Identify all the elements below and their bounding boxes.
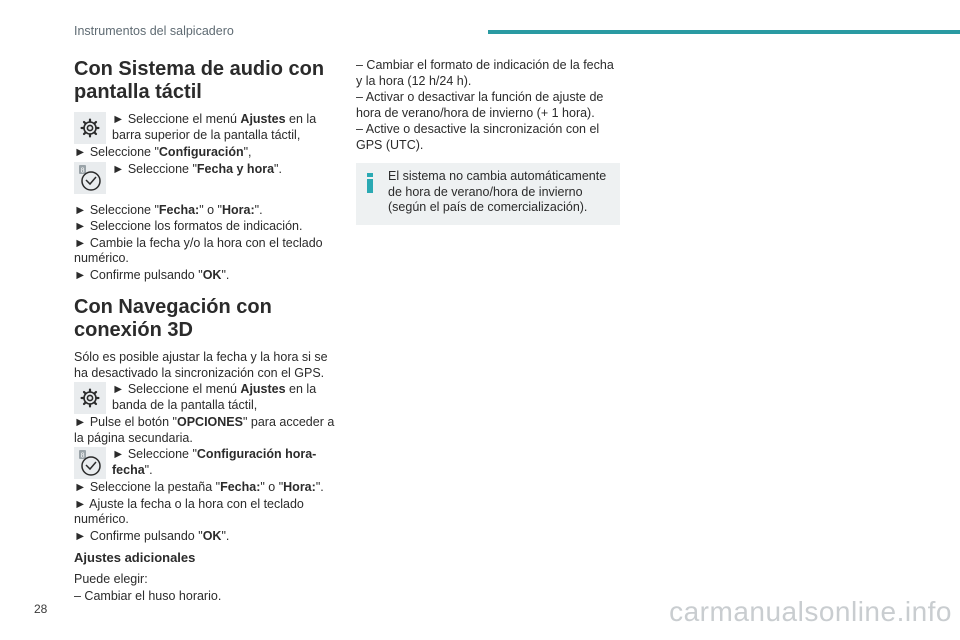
step-text: ".: [144, 462, 153, 477]
left-column: [74, 58, 338, 605]
step-text: ".: [315, 480, 324, 494]
section-heading-audio: Con Sistema de audio con pantalla táctil: [74, 58, 325, 103]
step-bold: Ajustes: [240, 382, 286, 396]
step-text: ► Seleccione ": [112, 447, 197, 461]
step-text: ".: [274, 161, 282, 176]
step-item: [74, 447, 338, 479]
list-item: – Cambiar el formato de indicación de la fecha y la hora (12 h/24 h).: [356, 58, 614, 88]
section-intro: Sólo es posible ajustar la fecha y la hora si se ha desactivado la sincronización con el GPS.: [74, 350, 328, 380]
step-item: [74, 112, 338, 144]
step-text: " o ": [260, 480, 284, 494]
step-item: [74, 145, 338, 161]
step-bold: Configuración hora-fecha: [112, 447, 317, 477]
subsection-intro: Puede elegir:: [74, 572, 148, 586]
watermark: carmanualsonline.info: [669, 596, 952, 627]
right-column: [356, 58, 620, 225]
step-bold: OPCIONES: [176, 415, 243, 429]
clock-icon: [74, 447, 106, 479]
step-item: [74, 382, 338, 414]
step-text: ► Seleccione ": [74, 145, 159, 159]
step-item: [74, 480, 338, 496]
step-text: ".: [221, 528, 230, 543]
step-bold: Ajustes: [240, 112, 286, 126]
step-item: [74, 203, 338, 219]
step-bold: OK: [202, 267, 222, 282]
step-text: " o ": [199, 202, 222, 217]
step-bold: Fecha y hora: [196, 161, 275, 176]
step-bold: Fecha:: [220, 480, 261, 494]
step-item: [74, 415, 338, 446]
settings-gear-icon: [74, 112, 106, 144]
step-text: ► Confirme pulsando ": [74, 528, 203, 543]
step-item: [74, 529, 338, 545]
info-text: El sistema no cambia automáticamente de hora de verano/hora de invierno (según el país de comercialización).: [388, 169, 607, 214]
list-item: – Activar o desactivar la función de ajuste de hora de verano/hora de invierno (+ 1 hora).: [356, 90, 604, 120]
list-item: – Active o desactive la sincronización con el GPS (UTC).: [356, 122, 600, 152]
step-item: [74, 268, 338, 284]
step-text: ► Seleccione el menú: [112, 112, 241, 126]
header-accent-bar: [488, 30, 960, 34]
step-bold: Hora:: [221, 202, 255, 217]
step-bold: OK: [202, 528, 222, 543]
svg-text:8: 8: [80, 167, 85, 175]
step-text: en la barra superior de la pantalla táctil,: [112, 112, 317, 142]
step-text: ► Seleccione ": [74, 202, 159, 217]
subsection-heading: Ajustes adicionales: [74, 550, 196, 565]
svg-text:8: 8: [80, 452, 85, 460]
info-icon: [366, 173, 374, 193]
step-text: ".: [221, 267, 230, 282]
step-bold: Configuración: [158, 145, 244, 159]
list-item: – Cambiar el huso horario.: [74, 588, 222, 603]
step-item: ► Seleccione los formatos de indicación.: [74, 219, 303, 233]
page-number: 28: [34, 602, 48, 616]
section-heading-navigation: Con Navegación con conexión 3D: [74, 296, 272, 341]
step-text: ► Seleccione la pestaña ": [74, 480, 221, 494]
step-text: ► Seleccione ": [112, 161, 197, 176]
step-item: [74, 162, 338, 194]
step-text: " para acceder a la página secundaria.: [74, 415, 335, 445]
step-item: ► Cambie la fecha y/o la hora con el teclado numérico.: [74, 235, 323, 265]
step-bold: Hora:: [283, 480, 316, 494]
step-text: ► Seleccione el menú: [112, 382, 241, 396]
step-text: ",: [243, 145, 252, 159]
step-bold: Fecha:: [158, 202, 200, 217]
step-text: ► Pulse el botón ": [74, 415, 177, 429]
step-text: ".: [254, 202, 263, 217]
step-text: ► Confirme pulsando ": [74, 267, 203, 282]
info-note: [356, 163, 620, 225]
step-item: ► Ajuste la fecha o la hora con el teclado numérico.: [74, 496, 304, 526]
settings-gear-icon: [74, 382, 106, 414]
clock-icon: [74, 162, 106, 194]
page-header-title: Instrumentos del salpicadero: [74, 24, 234, 38]
step-text: en la banda de la pantalla táctil,: [112, 382, 317, 412]
